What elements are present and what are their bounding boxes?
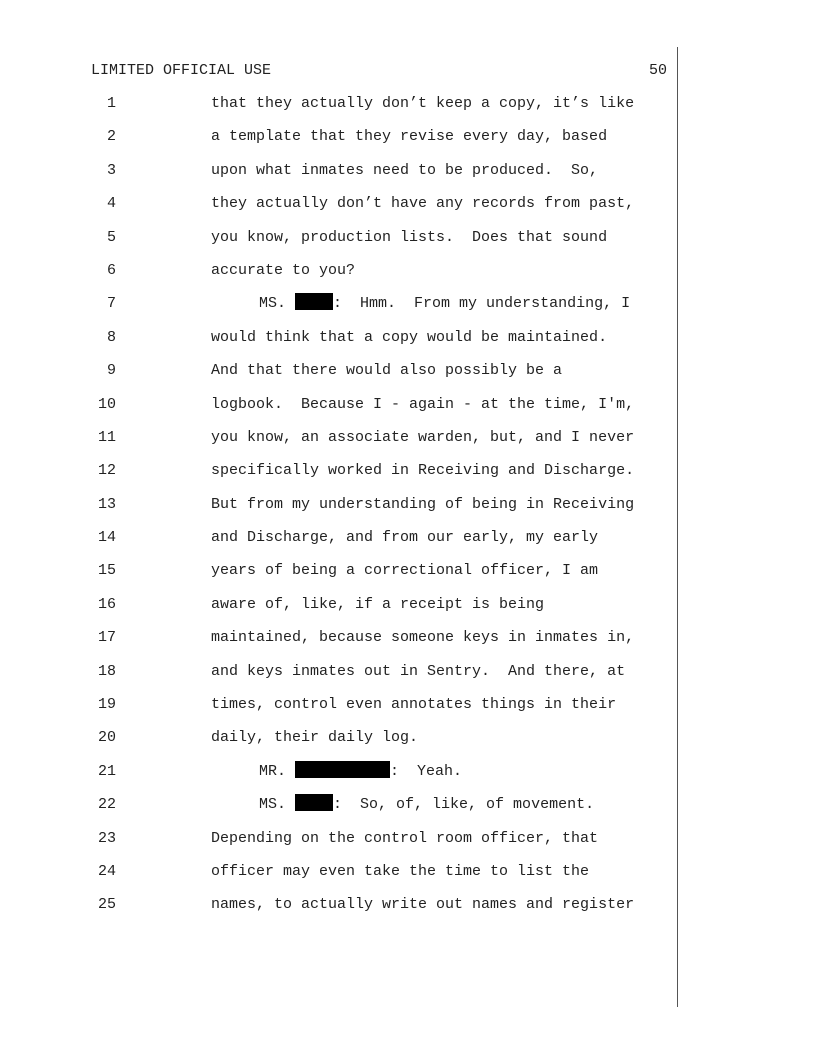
line-number: 3 <box>106 161 116 179</box>
line-text: : So, of, like, of movement. <box>333 796 595 814</box>
line-text: But from my understanding of being in Receiving <box>211 495 635 513</box>
speaker-line <box>259 794 594 816</box>
transcript-line <box>0 227 816 260</box>
transcript-line <box>0 527 816 560</box>
line-number: 6 <box>106 261 116 279</box>
transcript-line <box>0 494 816 527</box>
redaction-box <box>295 293 333 310</box>
line-number: 25 <box>97 896 116 914</box>
line-text: years of being a correctional officer, I am <box>211 562 599 580</box>
transcript-line <box>0 828 816 861</box>
line-text: Depending on the control room officer, that <box>211 829 599 847</box>
speaker-title: MS. <box>259 796 287 814</box>
line-text: that they actually don’t keep a copy, it’s like <box>211 95 635 112</box>
transcript-line <box>0 260 816 293</box>
line-text: and Discharge, and from our early, my early <box>211 529 599 547</box>
line-text: a template that they revise every day, based <box>211 128 608 146</box>
speaker-line <box>259 293 630 315</box>
line-number: 24 <box>97 862 116 880</box>
transcript-line <box>0 327 816 360</box>
line-text: maintained, because someone keys in inmates in, <box>211 629 635 647</box>
line-number: 1 <box>106 95 116 112</box>
transcript-body <box>0 93 816 928</box>
transcript-line <box>0 193 816 226</box>
line-text: daily, their daily log. <box>211 729 419 747</box>
line-text: logbook. Because I - again - at the time, I'm, <box>211 395 635 413</box>
line-number: 9 <box>106 362 116 380</box>
line-text: names, to actually write out names and register <box>211 896 635 914</box>
line-number: 10 <box>97 395 116 413</box>
transcript-line <box>0 761 816 794</box>
line-number: 2 <box>106 128 116 146</box>
line-text: officer may even take the time to list the <box>211 862 590 880</box>
line-text: And that there would also possibly be a <box>211 362 563 380</box>
speaker-line <box>259 761 462 783</box>
line-number: 17 <box>97 629 116 647</box>
line-text: times, control even annotates things in their <box>211 696 617 714</box>
line-number: 8 <box>106 328 116 346</box>
line-number: 5 <box>106 228 116 246</box>
transcript-line <box>0 594 816 627</box>
line-text: you know, production lists. Does that sound <box>211 228 608 246</box>
transcript-line <box>0 394 816 427</box>
speaker-title: MR. <box>259 762 287 780</box>
page-number: 50 <box>648 62 667 79</box>
transcript-line <box>0 360 816 393</box>
line-number: 20 <box>97 729 116 747</box>
line-text: accurate to you? <box>211 261 356 279</box>
transcript-line <box>0 126 816 159</box>
line-text: : Yeah. <box>390 762 463 780</box>
transcript-line <box>0 460 816 493</box>
line-number: 23 <box>97 829 116 847</box>
line-text: : Hmm. From my understanding, I <box>333 295 631 313</box>
line-text: they actually don’t have any records from past, <box>211 195 635 213</box>
line-text: you know, an associate warden, but, and I never <box>211 428 635 446</box>
line-number: 11 <box>97 428 116 446</box>
transcript-line <box>0 627 816 660</box>
line-number: 18 <box>97 662 116 680</box>
transcript-line <box>0 427 816 460</box>
line-number: 14 <box>97 529 116 547</box>
line-number: 15 <box>97 562 116 580</box>
transcript-line <box>0 727 816 760</box>
transcript-line <box>0 93 816 126</box>
line-text: upon what inmates need to be produced. So, <box>211 161 599 179</box>
transcript-line <box>0 794 816 827</box>
line-number: 13 <box>97 495 116 513</box>
line-number: 21 <box>97 762 116 780</box>
transcript-line <box>0 160 816 193</box>
transcript-line <box>0 293 816 326</box>
classification-header: LIMITED OFFICIAL USE <box>91 62 272 79</box>
transcript-line <box>0 661 816 694</box>
redaction-box <box>295 794 333 811</box>
line-number: 4 <box>106 195 116 213</box>
transcript-line <box>0 560 816 593</box>
line-text: specifically worked in Receiving and Discharge. <box>211 462 635 480</box>
line-number: 22 <box>97 796 116 814</box>
redaction-box <box>295 761 390 778</box>
line-number: 16 <box>97 595 116 613</box>
line-number: 12 <box>97 462 116 480</box>
line-number: 7 <box>106 295 116 313</box>
transcript-line <box>0 861 816 894</box>
transcript-line <box>0 894 816 927</box>
line-text: aware of, like, if a receipt is being <box>211 595 545 613</box>
transcript-line <box>0 694 816 727</box>
line-text: and keys inmates out in Sentry. And there, at <box>211 662 626 680</box>
line-number: 19 <box>97 696 116 714</box>
speaker-title: MS. <box>259 295 287 313</box>
line-text: would think that a copy would be maintained. <box>211 328 608 346</box>
